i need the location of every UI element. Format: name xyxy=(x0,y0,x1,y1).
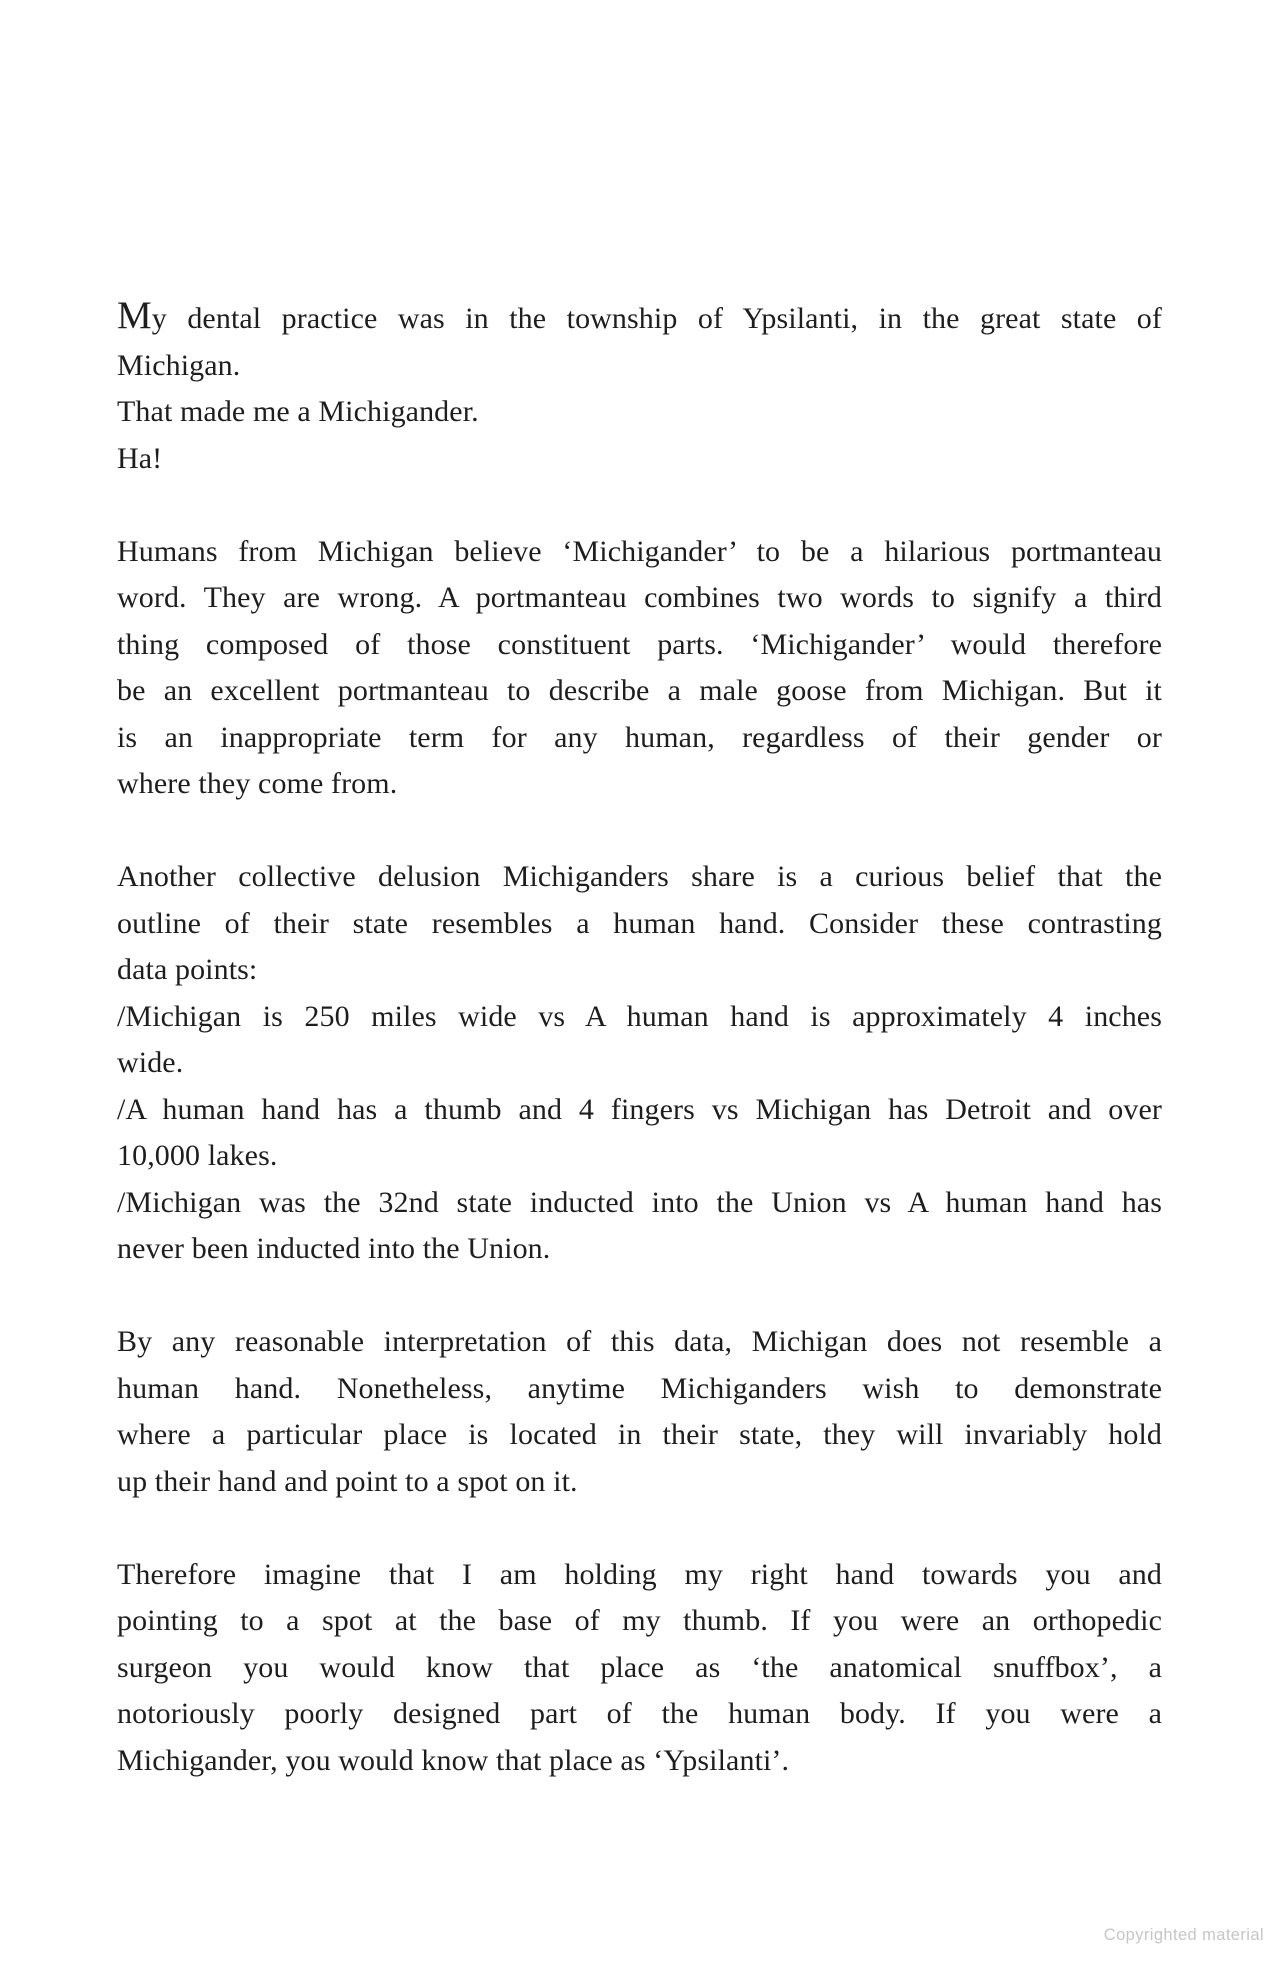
text-line: human hand. Nonetheless, anytime Michiganders wish to demonstrate xyxy=(117,1371,1162,1405)
text-line: Michigan. xyxy=(117,348,241,382)
text-line: pointing to a spot at the base of my thumb. If you were an orthopedic xyxy=(117,1604,1162,1637)
text-line: Michigander, you would know that place as ‘Ypsilanti’. xyxy=(117,1743,790,1777)
text-line: By any reasonable interpretation of this data, Michigan does not resemble a xyxy=(117,1325,1162,1358)
text-line: up their hand and point to a spot on it. xyxy=(117,1464,578,1498)
text-line: outline of their state resembles a human hand. Consider these contrasting xyxy=(117,906,1162,940)
text-line: Humans from Michigan believe ‘Michigander’ to be a hilarious portmanteau xyxy=(117,534,1162,568)
text-line: /A human hand has a thumb and 4 fingers vs Michigan has Detroit and over xyxy=(117,1092,1162,1126)
copyrighted-material-watermark: Copyrighted material xyxy=(1103,1926,1264,1944)
text-line: where they come from. xyxy=(117,767,398,800)
text-line: That made me a Michigander. xyxy=(117,395,479,428)
paragraph xyxy=(117,529,1162,808)
text-line: /Michigan is 250 miles wide vs A human hand is approximately 4 inches xyxy=(117,999,1162,1033)
text-line: Ha! xyxy=(117,441,163,475)
text-line: wide. xyxy=(117,1046,184,1079)
text-line: Another collective delusion Michiganders share is a curious belief that the xyxy=(117,860,1162,893)
page-text-block xyxy=(117,296,1162,1784)
text-line: thing composed of those constituent parts. ‘Michigander’ would therefore xyxy=(117,627,1162,661)
text-line: notoriously poorly designed part of the human body. If you were a xyxy=(117,1697,1162,1730)
text-line: surgeon you would know that place as ‘the anatomical snuffbox’, a xyxy=(117,1650,1162,1684)
text-line: is an inappropriate term for any human, regardless of their gender or xyxy=(117,720,1162,754)
paragraph xyxy=(117,1319,1162,1505)
text-line: where a particular place is located in their state, they will invariably hold xyxy=(117,1418,1162,1451)
paragraph xyxy=(117,296,1162,482)
text-line: My dental practice was in the township of Ypsilanti, in the great state of xyxy=(117,294,1162,337)
paragraph xyxy=(117,1552,1162,1785)
text-line: be an excellent portmanteau to describe a male goose from Michigan. But it xyxy=(117,674,1162,707)
text-line: 10,000 lakes. xyxy=(117,1139,278,1172)
paragraph xyxy=(117,854,1162,1273)
text-line: /Michigan was the 32nd state inducted into the Union vs A human hand has xyxy=(117,1185,1162,1219)
text-line: word. They are wrong. A portmanteau combines two words to signify a third xyxy=(117,581,1162,614)
text-line: never been inducted into the Union. xyxy=(117,1232,551,1265)
initial-capital: M xyxy=(117,294,152,337)
text-line: data points: xyxy=(117,953,258,986)
text-line: Therefore imagine that I am holding my right hand towards you and xyxy=(117,1557,1162,1591)
